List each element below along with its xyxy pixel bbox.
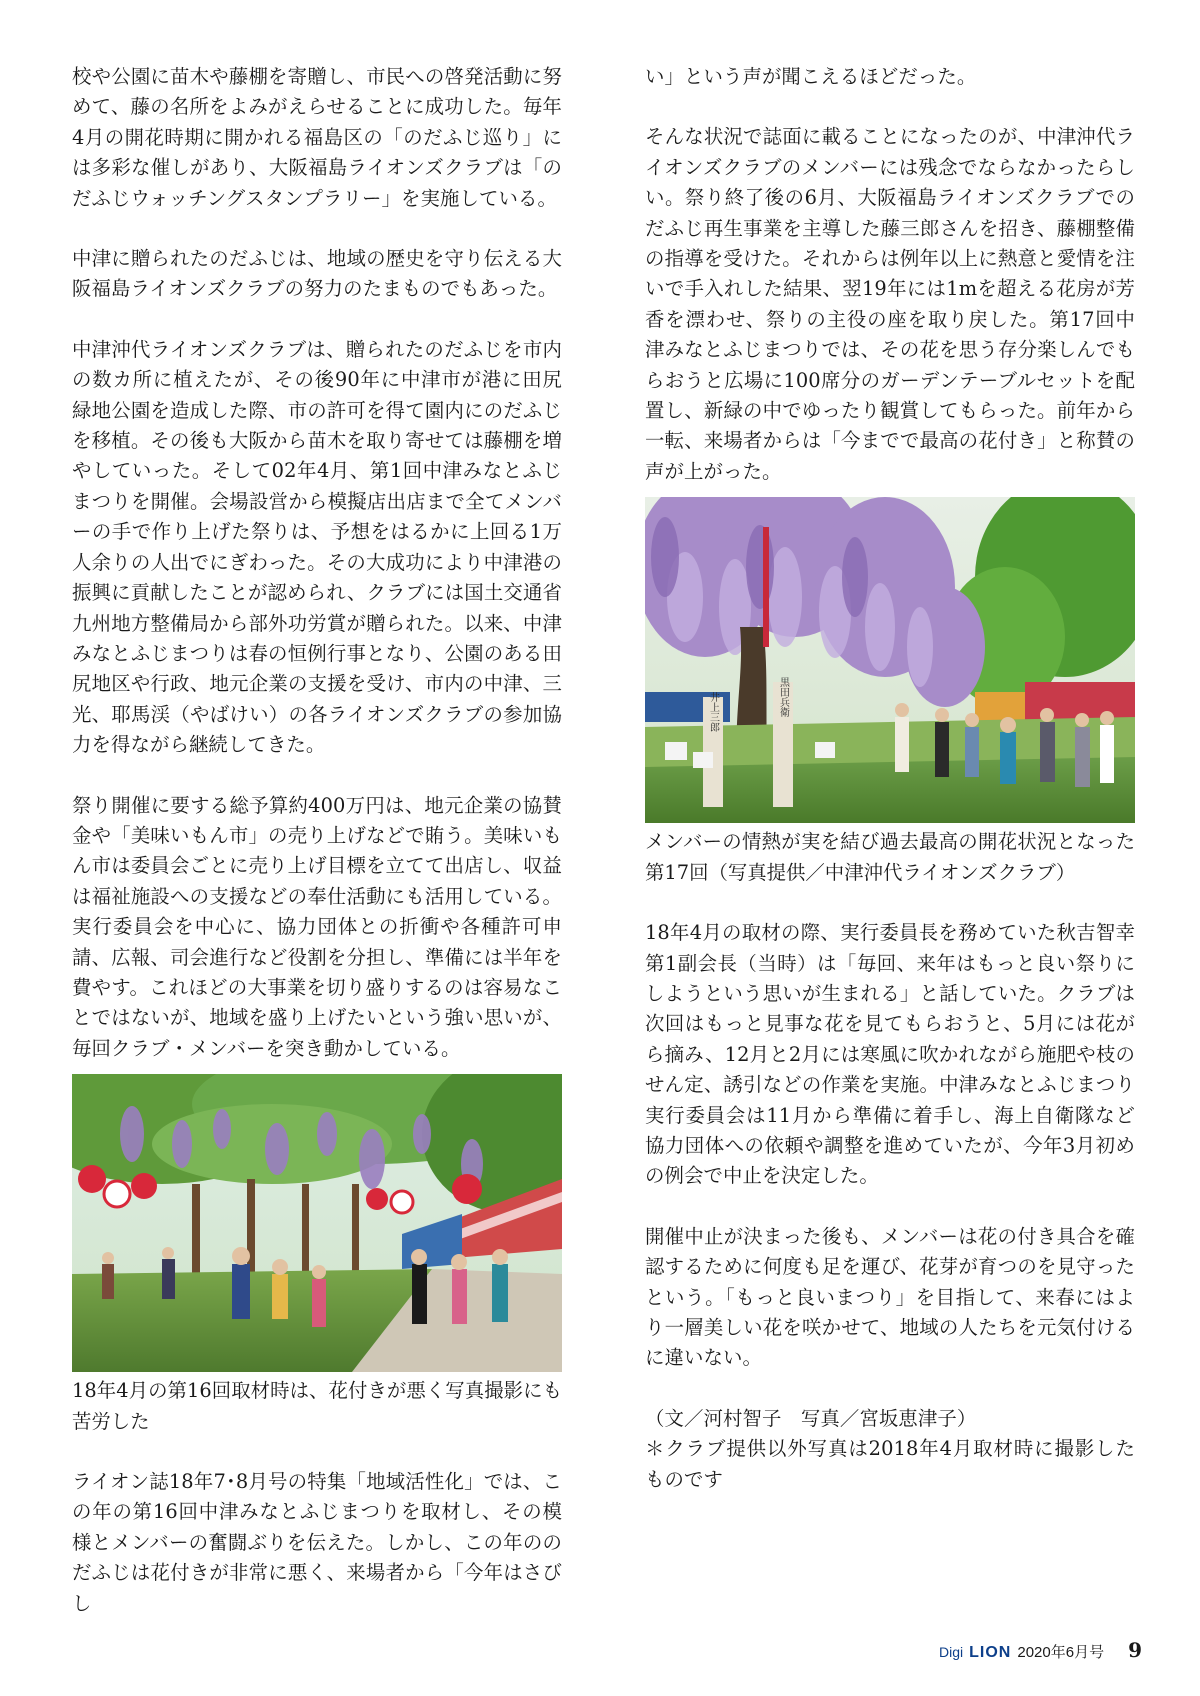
article-paragraph: 18年4月の取材の際、実行委員長を務めていた秋吉智幸第1副会長（当時）は「毎回、来年はもっと良い祭りにしようという思いが生まれる」と話していた。クラブは次回はもっと見事な花を見てもらおうと、5月には花がら摘み、12月と2月には寒風に吹かれながら施肥や枝のせん定、誘引などの作業を実施。中津みなとふじまつり実行委員会は11月から準備に着手し、海上自衛隊など協力団体への依頼や調整を進めていたが、今年3月初めの例会で中止を決定した。 — [645, 921, 1135, 1188]
article-paragraph: い」という声が聞こえるほどだった。 — [645, 65, 977, 88]
footer-issue: 2020年6月号 — [1017, 1644, 1105, 1661]
article-credit: （文／河村智子 写真／宮坂恵津子） — [645, 1406, 977, 1430]
page-number: 9 — [1128, 1638, 1142, 1662]
page-footer — [939, 1638, 1142, 1662]
signpost-text: 黒田兵衛 — [777, 677, 789, 718]
article-paragraph: そんな状況で誌面に載ることになったのが、中津沖代ライオンズクラブのメンバーには残念でならなかったらしい。祭り終了後の6月、大阪福島ライオンズクラブでのだふじ再生事業を主導した藤三郎さんを招き、藤棚整備の指導を受けた。それからは例年以上に熱意と愛情を注いで手入れした結果、翌19年には1mを超える花房が芳香を漂わせ、祭りの主役の座を取り戻した。第17回中津みなとふじまつりでは、その花を思う存分楽しんでもらおうと広場に100席分のガーデンテーブルセットを配置し、新緑の中でゆったり観賞してもらった。前年から一転、来場者からは「今までで最高の花付き」と称賛の声が上がった。 — [645, 125, 1135, 483]
photo-note: ＊クラブ提供以外写真は2018年4月取材時に撮影したものです — [645, 1437, 1135, 1491]
article-paragraph: 中津沖代ライオンズクラブは、贈られたのだふじを市内の数カ所に植えたが、その後90年に中津市が港に田尻緑地公園を造成した際、市の許可を得て園内にのだふじを移植。その後も大阪から苗木を取り寄せては藤棚を増やしていった。そして02年4月、第1回中津みなとふじまつりを開催。会場設営から模擬店出店まで全てメンバーの手で作り上げた祭りは、予想をはるかに上回る1万人余りの人出でにぎわった。その大成功により中津港の振興に貢献したことが認められ、クラブには国土交通省九州地方整備局から部外功労賞が贈られた。以来、中津みなとふじまつりは春の恒例行事となり、公園のある田尻地区や行政、地元企業の支援を受け、市内の中津、三光、耶馬渓（やばけい）の各ライオンズクラブの参加協力を得ながら継続してきた。 — [72, 337, 562, 757]
footer-brand-digi: Digi — [939, 1644, 964, 1660]
footer-brand-lion: LION — [969, 1644, 1012, 1661]
article-paragraph: 開催中止が決まった後も、メンバーは花の付き具合を確認するために何度も足を運び、花芽が育つのを見守ったという。「もっと良いまつり」を目指して、来春にはより一層美しい花を咲かせて、地域の人たちを元気付けるに違いない。 — [645, 1224, 1135, 1370]
photo-caption: メンバーの情熱が実を結び過去最高の開花状況となった第17回（写真提供／中津沖代ライオンズクラブ） — [645, 830, 1135, 884]
article-paragraph: 中津に贈られたのだふじは、地域の歴史を守り伝える大阪福島ライオンズクラブの努力のたまものでもあった。 — [72, 247, 562, 301]
article-paragraph: 祭り開催に要する総予算約400万円は、地元企業の協賛金や「美味いもん市」の売り上げなどで賄う。美味いもん市は委員会ごとに売り上げ目標を立てて出店し、収益は福祉施設への支援などの奉仕活動にも活用している。実行委員会を中心に、協力団体との折衝や各種許可申請、広報、司会進行など役割を分担し、準備には半年を費やす。これほどの大事業を切り盛りするのは容易なことではないが、地域を盛り上げたいという強い思いが、毎回クラブ・メンバーを突き動かしている。 — [72, 793, 562, 1060]
signpost-text: 井上三郎 — [707, 692, 719, 733]
festival-photo-2019-image — [645, 497, 1135, 823]
article-paragraph: 校や公園に苗木や藤棚を寄贈し、市民への啓発活動に努めて、藤の名所をよみがえらせることに成功した。毎年4月の開花時期に開かれる福島区の「のだふじ巡り」には多彩な催しがあり、大阪福島ライオンズクラブは「のだふじウォッチングスタンプラリー」を実施している。 — [72, 65, 562, 210]
festival-photo-2019 — [645, 497, 1135, 823]
photo-caption: 18年4月の第16回取材時は、花付きが悪く写真撮影にも苦労した — [72, 1379, 562, 1433]
festival-photo-2018 — [72, 1074, 562, 1372]
left-column — [72, 62, 562, 1619]
article-paragraph: ライオン誌18年7･8月号の特集「地域活性化」では、この年の第16回中津みなとふじまつりを取材し、その模様とメンバーの奮闘ぶりを伝えた。しかし、この年ののだふじは花付きが非常に悪く、来場者から「今年はさびし — [72, 1470, 562, 1615]
festival-photo-2018-image — [72, 1074, 562, 1372]
right-column — [645, 62, 1135, 1495]
